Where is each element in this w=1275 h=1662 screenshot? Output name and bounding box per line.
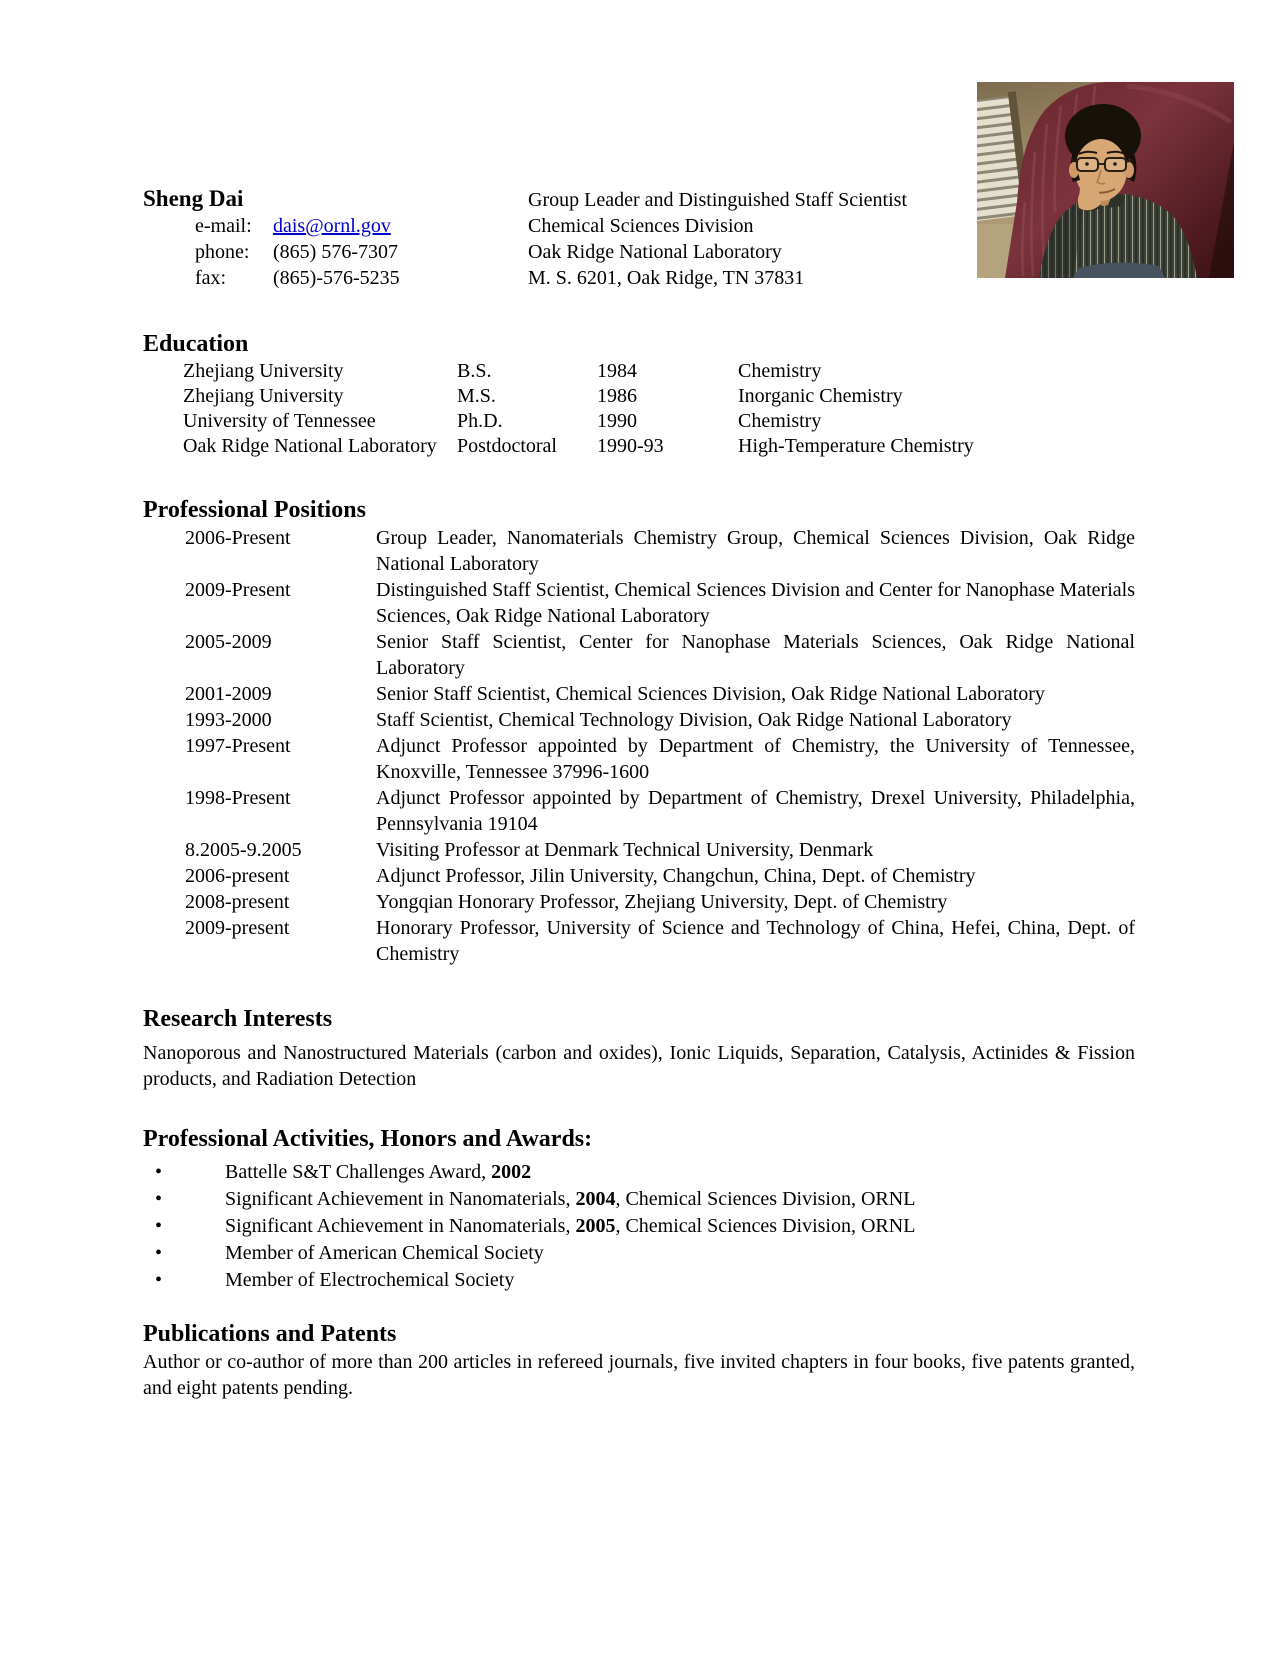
position-period: 1993-2000 <box>185 709 272 731</box>
position-period: 1998-Present <box>185 787 291 809</box>
award-text: Significant Achievement in Nanomaterials, 2005, Chemical Sciences Division, ORNL <box>225 1215 916 1237</box>
award-year: 2005 <box>575 1215 616 1237</box>
awards-list <box>143 1159 1135 1294</box>
position-description: Adjunct Professor appointed by Department of Chemistry, the University of Tennessee, Knoxville, Tennessee 37996-1600 <box>376 735 1135 783</box>
education-institution: Zhejiang University <box>183 385 344 407</box>
position-description: Honorary Professor, University of Science and Technology of China, Hefei, China, Dept. of Chemistry <box>376 917 1135 965</box>
affiliation-lab: Oak Ridge National Laboratory <box>528 241 782 263</box>
publications-text: Author or co-author of more than 200 articles in refereed journals, five invited chapters in four books, five patents granted, and eight patents pending. <box>143 1351 1135 1399</box>
person-name: Sheng Dai <box>143 186 244 211</box>
research-text: Nanoporous and Nanostructured Materials (carbon and oxides), Ionic Liquids, Separation, Catalysis, Actinides & Fission products, and Radiation Detection <box>143 1042 1135 1090</box>
education-field: Chemistry <box>738 410 822 432</box>
award-text: Member of Electrochemical Society <box>225 1269 515 1291</box>
position-period: 2006-present <box>185 865 290 887</box>
position-period: 2006-Present <box>185 527 291 549</box>
affiliation-address: M. S. 6201, Oak Ridge, TN 37831 <box>528 267 805 289</box>
award-year: 2002 <box>491 1161 532 1183</box>
position-period: 1997-Present <box>185 735 291 757</box>
affiliation-division: Chemical Sciences Division <box>528 215 754 237</box>
education-row <box>143 434 1135 459</box>
phone-label: phone: <box>195 241 250 263</box>
education-field: Inorganic Chemistry <box>738 385 903 407</box>
award-item <box>143 1240 1135 1267</box>
award-text: Significant Achievement in Nanomaterials, 2004, Chemical Sciences Division, ORNL <box>225 1188 916 1210</box>
education-institution: Oak Ridge National Laboratory <box>183 435 437 457</box>
position-description: Visiting Professor at Denmark Technical University, Denmark <box>376 839 874 861</box>
award-text: Battelle S&T Challenges Award, 2002 <box>225 1161 532 1183</box>
award-item <box>143 1213 1135 1240</box>
education-row <box>143 359 1135 384</box>
phone-value: (865) 576-7307 <box>273 241 398 263</box>
award-item <box>143 1186 1135 1213</box>
education-row <box>143 384 1135 409</box>
position-row <box>143 863 1135 889</box>
activities-heading: Professional Activities, Honors and Awards: <box>143 1126 593 1152</box>
bullet-icon: • <box>155 1215 163 1237</box>
position-description: Adjunct Professor appointed by Department of Chemistry, Drexel University, Philadelphia, Pennsylvania 19104 <box>376 787 1135 835</box>
education-year: 1986 <box>597 385 637 407</box>
education-field: Chemistry <box>738 360 822 382</box>
award-item <box>143 1159 1135 1186</box>
position-description: Senior Staff Scientist, Center for Nanophase Materials Sciences, Oak Ridge National Laboratory <box>376 631 1135 679</box>
education-year: 1984 <box>597 360 637 382</box>
publications-heading: Publications and Patents <box>143 1321 397 1347</box>
position-row <box>143 629 1135 681</box>
education-degree: Postdoctoral <box>457 435 557 457</box>
research-heading: Research Interests <box>143 1006 333 1032</box>
fax-value: (865)-576-5235 <box>273 267 400 289</box>
education-degree: B.S. <box>457 360 492 382</box>
education-degree: M.S. <box>457 385 496 407</box>
education-year: 1990 <box>597 410 637 432</box>
education-year: 1990-93 <box>597 435 664 457</box>
header-row <box>143 239 1135 265</box>
position-row <box>143 733 1135 785</box>
position-description: Staff Scientist, Chemical Technology Division, Oak Ridge National Laboratory <box>376 709 1012 731</box>
education-row <box>143 409 1135 434</box>
header-row <box>143 186 1135 213</box>
position-row <box>143 889 1135 915</box>
education-field: High-Temperature Chemistry <box>738 435 974 457</box>
education-heading: Education <box>143 331 249 357</box>
affiliation-title: Group Leader and Distinguished Staff Scientist <box>528 189 908 211</box>
award-item <box>143 1267 1135 1294</box>
education-institution: University of Tennessee <box>183 410 376 432</box>
email-link[interactable]: dais@ornl.gov <box>273 215 391 237</box>
position-row <box>143 785 1135 837</box>
position-row <box>143 681 1135 707</box>
position-period: 2001-2009 <box>185 683 272 705</box>
position-row <box>143 525 1135 577</box>
email-label: e-mail: <box>195 215 252 237</box>
award-year: 2004 <box>575 1188 616 1210</box>
bullet-icon: • <box>155 1269 163 1291</box>
award-text: Member of American Chemical Society <box>225 1242 544 1264</box>
position-row <box>143 837 1135 863</box>
header-row <box>143 213 1135 239</box>
position-period: 2009-Present <box>185 579 291 601</box>
bullet-icon: • <box>155 1161 163 1183</box>
positions-heading: Professional Positions <box>143 497 366 523</box>
fax-label: fax: <box>195 267 227 289</box>
bullet-icon: • <box>155 1188 163 1210</box>
position-description: Distinguished Staff Scientist, Chemical Sciences Division and Center for Nanophase Materials Sciences, Oak Ridge National Laboratory <box>376 579 1135 627</box>
header <box>143 186 1135 291</box>
position-row <box>143 707 1135 733</box>
education-institution: Zhejiang University <box>183 360 344 382</box>
position-description: Yongqian Honorary Professor, Zhejiang University, Dept. of Chemistry <box>376 891 948 913</box>
header-row <box>143 265 1135 291</box>
position-description: Adjunct Professor, Jilin University, Changchun, China, Dept. of Chemistry <box>376 865 976 887</box>
bullet-icon: • <box>155 1242 163 1264</box>
position-description: Senior Staff Scientist, Chemical Sciences Division, Oak Ridge National Laboratory <box>376 683 1045 705</box>
positions-table <box>143 525 1135 967</box>
position-period: 2008-present <box>185 891 290 913</box>
position-row <box>143 577 1135 629</box>
education-table <box>143 359 1135 459</box>
position-period: 2005-2009 <box>185 631 272 653</box>
education-degree: Ph.D. <box>457 410 503 432</box>
position-period: 8.2005-9.2005 <box>185 839 302 861</box>
position-row <box>143 915 1135 967</box>
position-description: Group Leader, Nanomaterials Chemistry Group, Chemical Sciences Division, Oak Ridge National Laboratory <box>376 527 1135 575</box>
position-period: 2009-present <box>185 917 290 939</box>
cv-content <box>143 0 1135 1401</box>
